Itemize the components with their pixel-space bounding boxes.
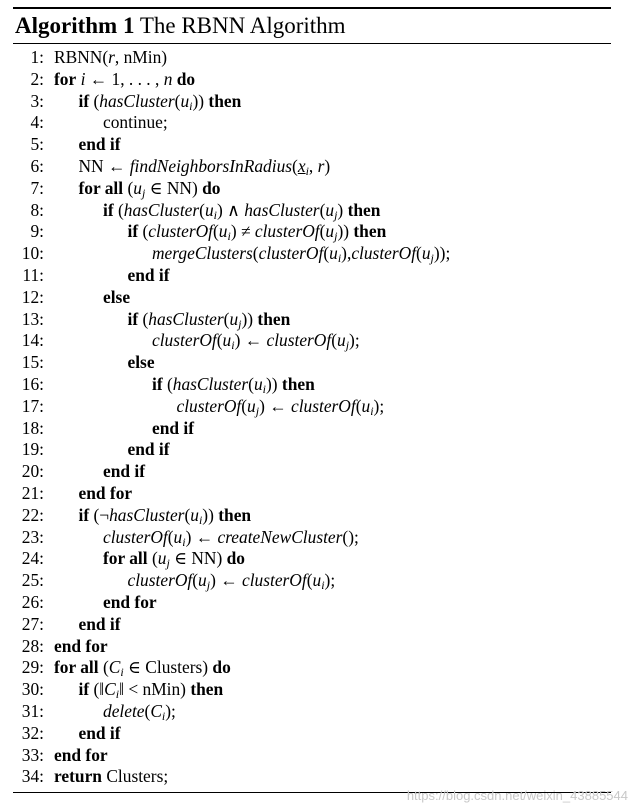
code-token: ) — [337, 199, 348, 220]
code-token: createNewCluster — [217, 526, 343, 547]
algorithm-line — [13, 69, 611, 91]
code-token: u — [329, 243, 338, 264]
algorithm-line — [13, 636, 611, 658]
code-token: end if — [127, 264, 170, 285]
code-token: ( — [199, 199, 205, 220]
code-token: i — [321, 578, 325, 593]
algorithm-line — [13, 374, 611, 396]
algorithm-line — [13, 505, 611, 527]
code-token: if — [152, 373, 163, 394]
code-token: ( — [292, 155, 298, 176]
line-code — [54, 69, 195, 91]
code-token: then — [281, 373, 315, 394]
line-number: 10: — [21, 243, 44, 264]
code-token: if — [127, 308, 139, 329]
code-token: ( — [184, 504, 191, 525]
line-number: 25: — [21, 570, 44, 591]
algorithm-line — [13, 701, 611, 723]
algorithm-title — [13, 9, 611, 43]
algorithm-line — [13, 200, 611, 222]
code-token: ( — [216, 330, 223, 351]
line-code — [103, 287, 130, 309]
code-token: clusterOf — [152, 330, 217, 351]
code-token: continue; — [103, 112, 168, 133]
code-token: u — [222, 330, 232, 351]
code-token: i — [161, 708, 166, 723]
line-number: 2: — [30, 68, 44, 89]
code-token: i — [231, 338, 235, 353]
code-token: ( — [138, 308, 149, 329]
algorithm-line — [13, 91, 611, 113]
line-number: 19: — [21, 439, 44, 460]
line-number: 26: — [21, 591, 44, 612]
line-number: 34: — [21, 766, 44, 787]
code-token: r — [317, 155, 325, 176]
code-token: ( — [167, 526, 174, 547]
code-token: ), — [341, 243, 352, 264]
code-token: ( — [323, 243, 330, 264]
code-token: end if — [103, 461, 146, 482]
code-token: do — [212, 657, 231, 678]
algorithm-line — [13, 766, 611, 788]
line-code — [128, 439, 170, 461]
algorithm-line — [13, 527, 611, 549]
line-number: 16: — [21, 373, 44, 394]
code-token: do — [226, 548, 245, 569]
code-token: , nMin) — [114, 47, 168, 67]
algorithm-line — [13, 112, 611, 134]
code-token: clusterOf — [290, 395, 356, 416]
code-token: x — [297, 155, 306, 176]
code-token: ‖ < nMin) — [119, 679, 191, 700]
code-token: else — [103, 286, 131, 307]
code-token: hasCluster — [123, 199, 200, 220]
code-token: C — [104, 679, 116, 700]
code-token: ); — [349, 330, 360, 351]
code-token: ( — [89, 90, 100, 111]
line-number: 24: — [21, 548, 44, 569]
algorithm-line — [13, 134, 611, 156]
code-token: i — [120, 665, 124, 680]
code-token: then — [257, 308, 291, 329]
code-token: if — [127, 221, 139, 242]
code-token: end for — [78, 482, 133, 503]
code-token: C — [150, 700, 162, 721]
algorithm-line — [13, 657, 611, 679]
line-number: 7: — [30, 177, 44, 198]
algorithm-line — [13, 548, 611, 570]
code-token: ∈ Clusters) — [123, 657, 213, 678]
code-token: ); — [373, 395, 385, 416]
code-token: clusterOf — [266, 330, 332, 351]
code-token: )); — [433, 243, 451, 264]
line-number: 12: — [21, 286, 44, 307]
algorithm-line — [13, 309, 611, 331]
code-token: then — [208, 90, 242, 111]
code-token: ( — [162, 373, 173, 394]
code-token: u — [198, 570, 207, 591]
code-token: i — [189, 98, 193, 113]
line-code — [79, 723, 121, 745]
code-token: ) — [324, 155, 331, 176]
line-code — [79, 614, 121, 636]
code-token: u — [218, 221, 228, 242]
code-token: u — [325, 221, 335, 242]
line-number: 17: — [21, 395, 44, 416]
line-number: 5: — [30, 134, 44, 155]
code-token: j — [345, 338, 350, 353]
code-token: then — [190, 679, 224, 700]
code-token: clusterOf — [351, 243, 417, 264]
code-token: end for — [103, 591, 157, 612]
line-number: 13: — [21, 308, 44, 329]
code-token: ( — [319, 199, 326, 220]
code-token: findNeighborsInRadius — [129, 155, 293, 176]
code-token: C — [108, 657, 121, 678]
code-token: u — [421, 243, 431, 264]
code-token: then — [347, 199, 381, 220]
code-token: r — [108, 47, 115, 67]
code-token: u — [190, 504, 199, 525]
code-token: if — [78, 679, 90, 700]
line-number: 21: — [21, 482, 44, 503]
line-number: 14: — [21, 330, 44, 351]
code-token: ) ← — [185, 526, 218, 547]
code-token: end for — [54, 744, 108, 765]
code-token: i — [337, 251, 342, 266]
code-token: clusterOf — [176, 395, 242, 416]
line-code — [54, 766, 168, 788]
code-token: ( — [319, 221, 326, 242]
algorithm-line — [13, 570, 611, 592]
line-number: 23: — [21, 526, 44, 547]
algorithm-line — [13, 243, 611, 265]
line-code — [152, 418, 194, 440]
code-token: if — [103, 199, 114, 220]
code-token: if — [78, 90, 90, 111]
code-token: u — [173, 526, 183, 547]
code-token: )) — [241, 308, 258, 329]
code-token: (‖ — [89, 679, 105, 700]
code-token: u — [361, 395, 371, 416]
code-token: ( — [252, 243, 259, 264]
code-token: (¬ — [89, 504, 110, 525]
code-token: i — [213, 207, 217, 222]
line-number: 9: — [30, 221, 44, 242]
algorithm-line — [13, 47, 611, 69]
code-token: delete — [103, 700, 145, 721]
line-code — [54, 47, 167, 69]
code-token: )) — [337, 221, 354, 242]
code-token: u — [312, 570, 322, 591]
code-token: )) — [192, 90, 209, 111]
code-token: hasCluster — [99, 90, 175, 111]
code-token: j — [141, 185, 146, 200]
algorithm-line — [13, 287, 611, 309]
code-token: ( — [144, 700, 151, 721]
code-token: i — [80, 68, 86, 89]
line-number: 22: — [21, 504, 44, 525]
code-token: i — [182, 534, 186, 549]
code-token: ) ← — [210, 570, 242, 591]
algorithm-name: The RBNN Algorithm — [139, 13, 346, 38]
code-token: hasCluster — [109, 504, 185, 525]
code-token: mergeClusters — [152, 243, 253, 264]
code-token: u — [133, 177, 142, 198]
code-token: then — [218, 504, 252, 525]
line-code — [79, 134, 121, 156]
line-number: 28: — [21, 635, 44, 656]
line-code — [128, 352, 155, 374]
code-token: u — [180, 90, 190, 111]
code-token: hasCluster — [244, 199, 320, 220]
line-code — [103, 461, 145, 483]
algorithm-line — [13, 439, 611, 461]
code-token: end for — [54, 635, 108, 656]
algorithm-line — [13, 396, 611, 418]
line-code — [103, 592, 157, 614]
code-token: ( — [355, 395, 362, 416]
code-token: do — [202, 177, 221, 198]
code-token: n — [163, 68, 173, 89]
algorithm-box — [13, 7, 611, 793]
algorithm-line — [13, 178, 611, 200]
algorithm-line — [13, 221, 611, 243]
code-token: ( — [223, 308, 230, 329]
line-code — [103, 112, 168, 134]
line-number: 1: — [30, 47, 44, 67]
algorithm-label: Algorithm 1 — [15, 13, 135, 38]
code-token: ) ∧ — [216, 199, 245, 220]
code-token: ( — [138, 221, 149, 242]
code-token: clusterOf — [127, 570, 193, 591]
code-token: ← 1, . . . , — [85, 68, 164, 89]
code-token: if — [78, 504, 90, 525]
code-token: hasCluster — [148, 308, 224, 329]
code-token: then — [353, 221, 387, 242]
code-token: RBNN( — [54, 47, 109, 67]
code-token: clusterOf — [254, 221, 320, 242]
code-token: end if — [127, 439, 170, 460]
code-token: j — [334, 207, 338, 222]
code-token: NN ← — [78, 155, 130, 176]
code-token: i — [262, 381, 266, 396]
code-token: ( — [241, 395, 248, 416]
code-token: clusterOf — [103, 526, 168, 547]
code-token: for all — [103, 548, 148, 569]
code-token: ) ← — [259, 395, 291, 416]
algorithm-line — [13, 352, 611, 374]
code-token: u — [325, 199, 335, 220]
line-number: 11: — [22, 264, 44, 285]
code-token: i — [198, 512, 203, 527]
code-token: )) — [202, 504, 219, 525]
code-token: ); — [324, 570, 336, 591]
code-token: ( — [98, 657, 109, 678]
code-token: end if — [152, 417, 195, 438]
code-token: j — [166, 556, 170, 571]
code-token: do — [176, 68, 196, 89]
line-number: 4: — [30, 112, 44, 133]
code-token: clusterOf — [241, 570, 307, 591]
code-token: , — [308, 155, 318, 176]
code-token: for — [54, 68, 77, 89]
code-token: i — [370, 403, 374, 418]
code-token: j — [238, 316, 242, 331]
line-number: 27: — [21, 613, 44, 634]
code-token: (); — [342, 526, 359, 547]
code-token: )) — [265, 373, 282, 394]
code-token: ); — [165, 700, 176, 721]
code-token: ( — [306, 570, 313, 591]
code-token: u — [253, 373, 263, 394]
code-token: end if — [78, 134, 121, 155]
line-number: 33: — [21, 744, 44, 765]
code-token: ( — [331, 330, 337, 351]
line-number: 6: — [30, 155, 44, 176]
line-number: 15: — [21, 352, 44, 373]
code-token: end if — [78, 613, 121, 634]
code-token: ( — [248, 373, 254, 394]
algorithm-line — [13, 265, 611, 287]
line-number: 8: — [30, 199, 44, 220]
code-token: ( — [123, 177, 134, 198]
line-code — [54, 636, 108, 658]
code-token: for all — [54, 657, 99, 678]
code-token: clusterOf — [258, 243, 324, 264]
code-token: return — [54, 766, 102, 787]
code-token: i — [305, 163, 309, 178]
code-token: clusterOf — [148, 221, 213, 242]
algorithm-line — [13, 592, 611, 614]
code-token: ) ≠ — [230, 221, 255, 242]
code-token: ( — [147, 548, 158, 569]
watermark: https://blog.csdn.net/weixin_43885544 — [406, 788, 628, 803]
code-token: i — [227, 229, 231, 244]
code-token: u — [247, 395, 256, 416]
algorithm-line — [13, 418, 611, 440]
code-token: ( — [213, 221, 219, 242]
algorithm-line — [13, 723, 611, 745]
algorithm-line — [13, 745, 611, 767]
line-number: 30: — [21, 679, 44, 700]
code-token: i — [115, 687, 120, 702]
line-code — [128, 265, 170, 287]
code-token: end if — [78, 722, 121, 743]
code-token: else — [127, 352, 155, 373]
code-token: Clusters; — [101, 766, 169, 787]
algorithm-lines — [13, 44, 611, 792]
line-code — [79, 483, 133, 505]
algorithm-line — [13, 156, 611, 178]
line-number: 20: — [21, 461, 44, 482]
code-token: ( — [113, 199, 124, 220]
code-token: j — [206, 578, 211, 593]
code-token: ( — [416, 243, 422, 264]
code-token: j — [334, 229, 338, 244]
algorithm-line — [13, 614, 611, 636]
algorithm-line — [13, 330, 611, 352]
code-token: for all — [78, 177, 124, 198]
code-token: u — [337, 330, 346, 351]
code-token: u — [204, 199, 214, 220]
line-number: 31: — [21, 700, 44, 721]
algorithm-line — [13, 461, 611, 483]
code-token: u — [157, 548, 167, 569]
code-token: j — [255, 403, 260, 418]
code-token: ) ← — [234, 330, 267, 351]
code-token: hasCluster — [172, 373, 249, 394]
line-number: 18: — [21, 417, 44, 438]
code-token: u — [229, 308, 239, 329]
line-number: 32: — [21, 722, 44, 743]
code-token: ∈ NN) — [145, 177, 203, 198]
line-number: 29: — [21, 657, 44, 678]
algorithm-line — [13, 483, 611, 505]
line-code — [54, 745, 108, 767]
code-token: j — [430, 251, 434, 266]
code-token: ( — [192, 570, 199, 591]
algorithm-line — [13, 679, 611, 701]
code-token: ∈ NN) — [169, 548, 227, 569]
line-number: 3: — [30, 90, 44, 111]
code-token: ( — [174, 90, 181, 111]
